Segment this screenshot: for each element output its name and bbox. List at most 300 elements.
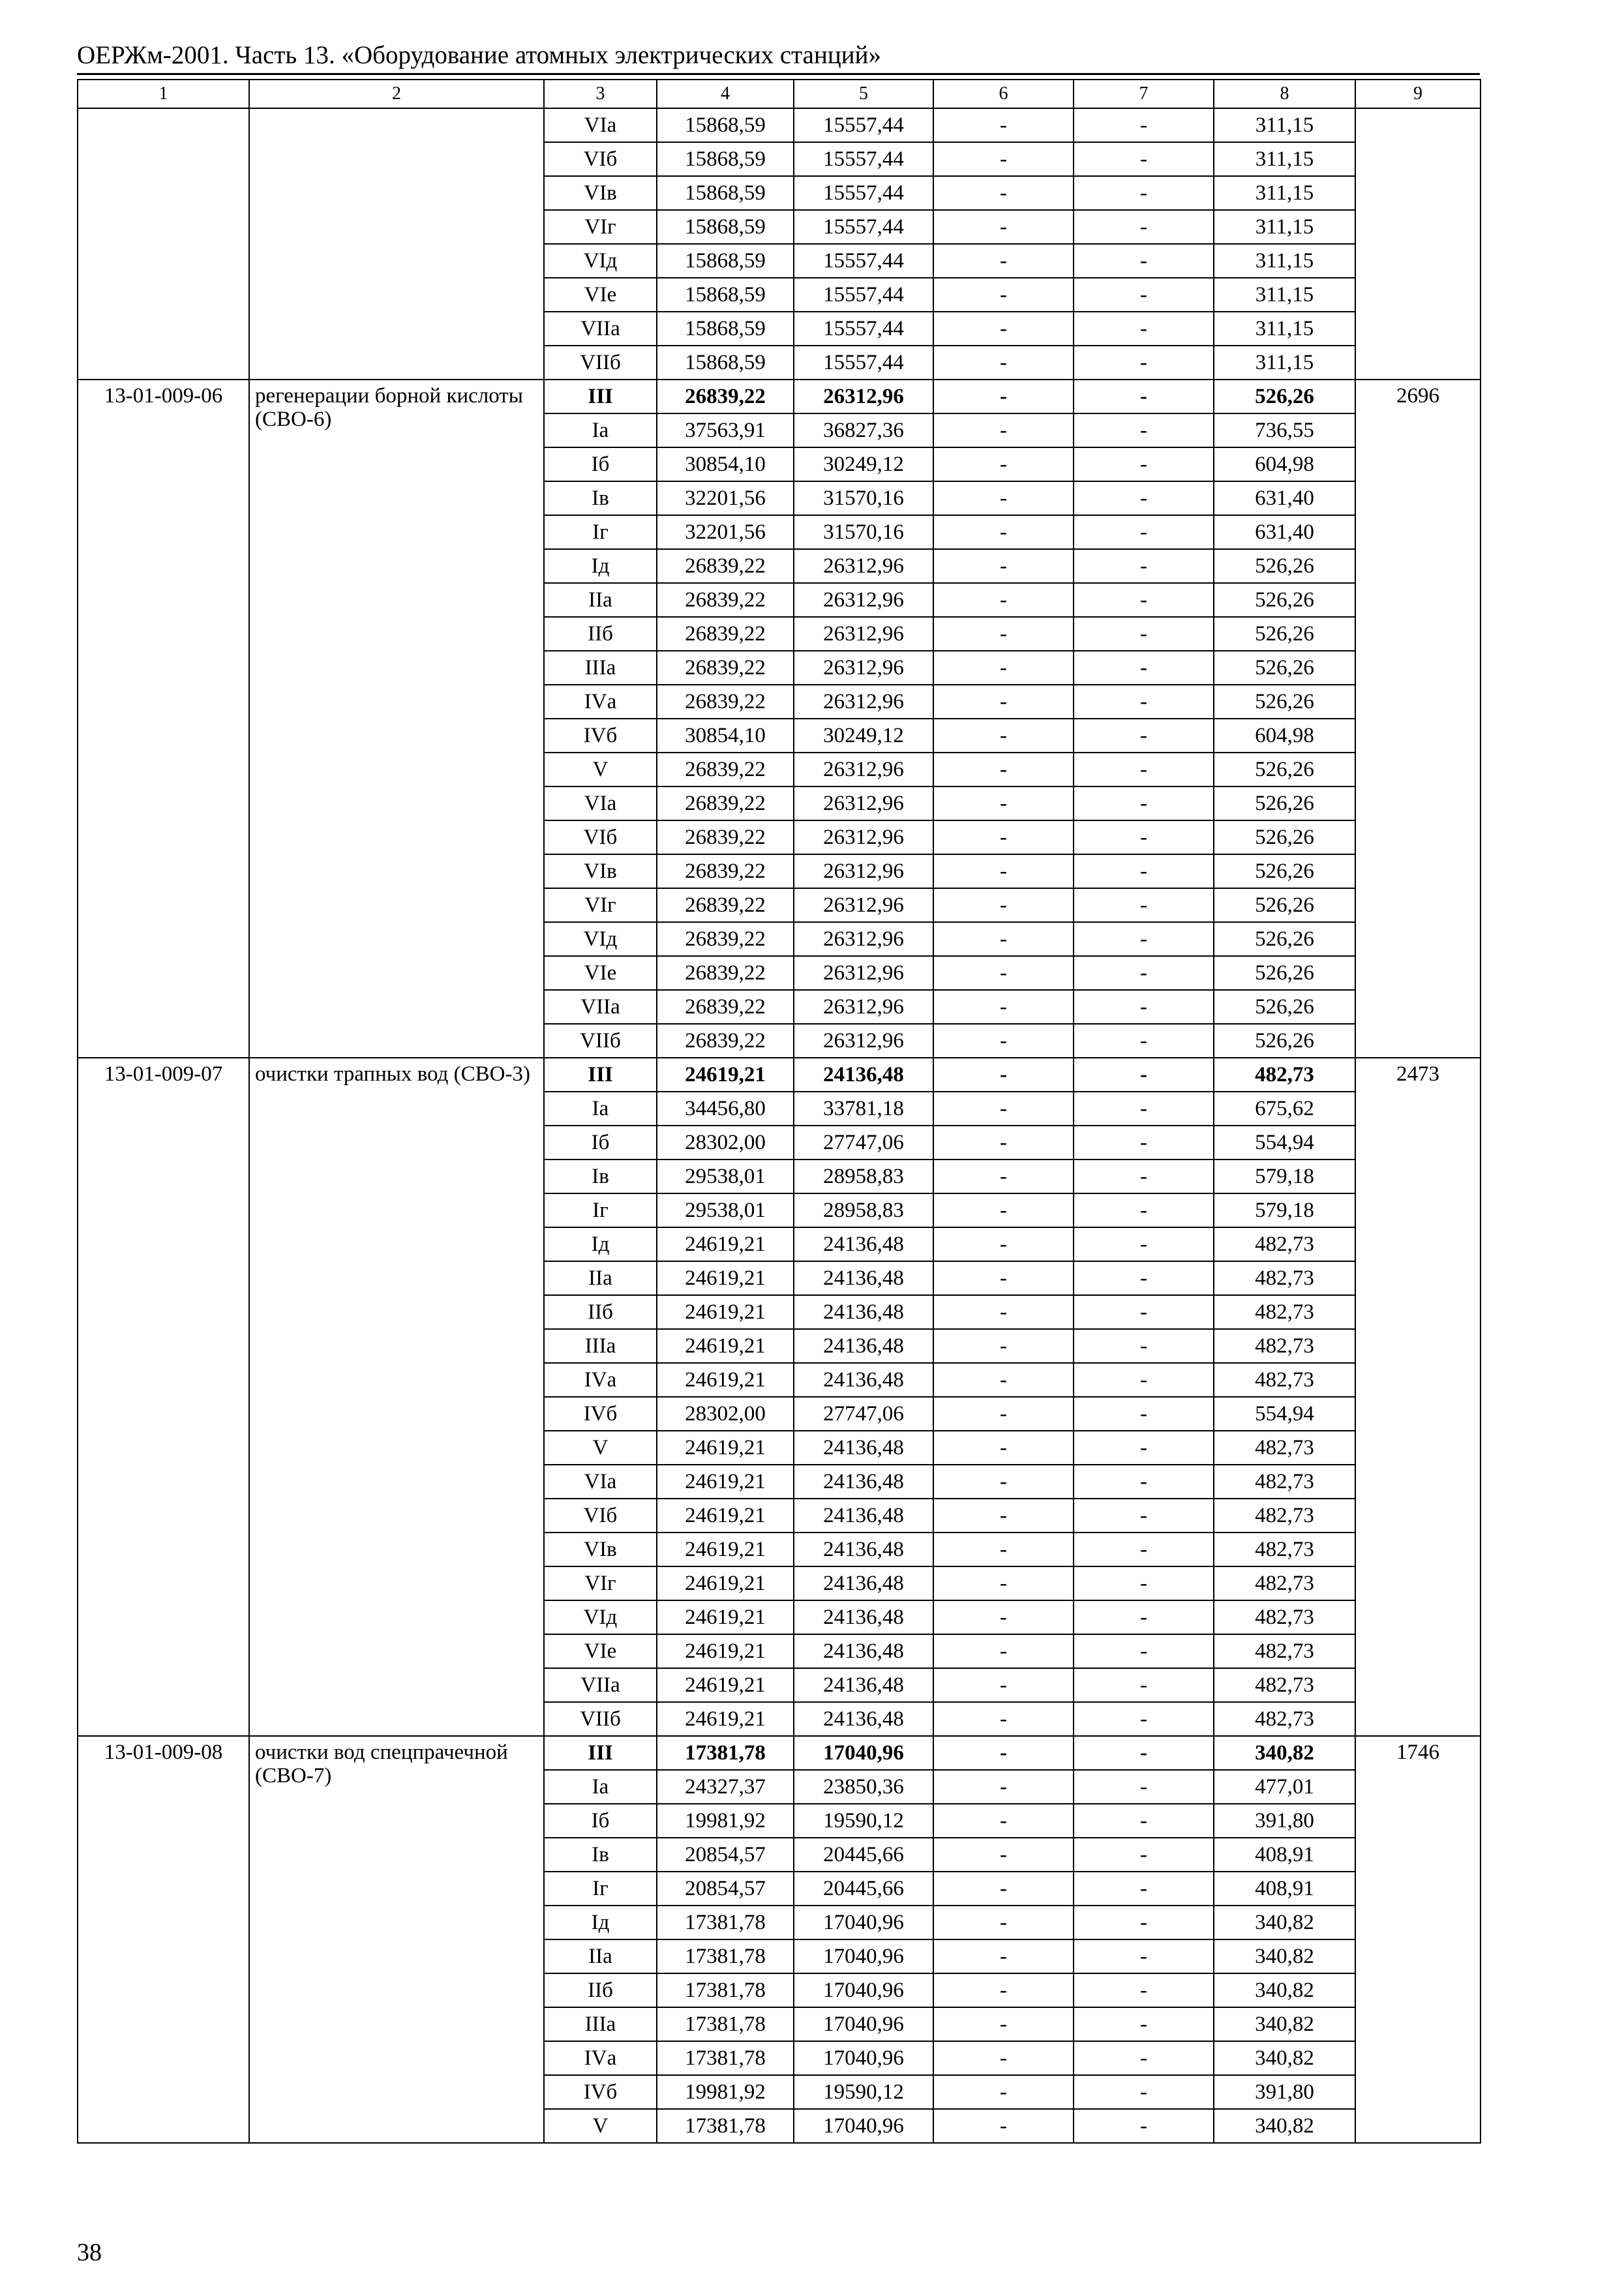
value-col6: - bbox=[933, 244, 1074, 278]
value-col8: 579,18 bbox=[1214, 1193, 1355, 1227]
column-number: 7 bbox=[1074, 80, 1214, 108]
value-col6: - bbox=[933, 1465, 1074, 1499]
value-col4: 30854,10 bbox=[657, 447, 794, 481]
value-col4: 17381,78 bbox=[657, 2041, 794, 2075]
value-col8: 311,15 bbox=[1214, 346, 1355, 380]
value-col6: - bbox=[933, 278, 1074, 312]
value-col5: 15557,44 bbox=[794, 346, 933, 380]
value-col6: - bbox=[933, 888, 1074, 922]
value-col7: - bbox=[1074, 990, 1214, 1024]
value-col4: 17381,78 bbox=[657, 1906, 794, 1939]
page-number: 38 bbox=[77, 2239, 102, 2266]
zone-cell: VIе bbox=[544, 1634, 657, 1668]
value-col7: - bbox=[1074, 685, 1214, 719]
value-col5: 17040,96 bbox=[794, 2007, 933, 2041]
zone-cell: VIIа bbox=[544, 1668, 657, 1702]
value-col6: - bbox=[933, 2041, 1074, 2075]
value-col5: 24136,48 bbox=[794, 1499, 933, 1533]
value-col6: - bbox=[933, 1736, 1074, 1770]
zone-cell: IIа bbox=[544, 1261, 657, 1295]
zone-cell: III bbox=[544, 380, 657, 413]
zone-cell: VIд bbox=[544, 922, 657, 956]
zone-cell: VIе bbox=[544, 278, 657, 312]
value-col4: 26839,22 bbox=[657, 1024, 794, 1058]
column-number: 4 bbox=[657, 80, 794, 108]
value-col4: 28302,00 bbox=[657, 1397, 794, 1431]
col9-value: 2473 bbox=[1355, 1058, 1481, 1736]
value-col8: 391,80 bbox=[1214, 1804, 1355, 1838]
value-col7: - bbox=[1074, 2075, 1214, 2109]
value-col5: 24136,48 bbox=[794, 1058, 933, 1092]
value-col4: 26839,22 bbox=[657, 922, 794, 956]
zone-cell: Iв bbox=[544, 1159, 657, 1193]
item-title bbox=[249, 108, 544, 380]
value-col5: 26312,96 bbox=[794, 820, 933, 854]
value-col5: 27747,06 bbox=[794, 1126, 933, 1159]
value-col5: 24136,48 bbox=[794, 1600, 933, 1634]
value-col6: - bbox=[933, 583, 1074, 617]
value-col4: 26839,22 bbox=[657, 786, 794, 820]
value-col4: 26839,22 bbox=[657, 753, 794, 786]
value-col4: 17381,78 bbox=[657, 1736, 794, 1770]
value-col7: - bbox=[1074, 1363, 1214, 1397]
zone-cell: IIIа bbox=[544, 1329, 657, 1363]
value-col8: 579,18 bbox=[1214, 1159, 1355, 1193]
value-col4: 26839,22 bbox=[657, 651, 794, 685]
value-col5: 15557,44 bbox=[794, 312, 933, 346]
zone-cell: VIв bbox=[544, 1533, 657, 1566]
zone-cell: IVа bbox=[544, 685, 657, 719]
value-col4: 15868,59 bbox=[657, 176, 794, 210]
zone-cell: IIа bbox=[544, 1939, 657, 1973]
zone-cell: IIа bbox=[544, 583, 657, 617]
value-col8: 482,73 bbox=[1214, 1499, 1355, 1533]
value-col8: 482,73 bbox=[1214, 1702, 1355, 1736]
value-col4: 26839,22 bbox=[657, 888, 794, 922]
value-col4: 26839,22 bbox=[657, 380, 794, 413]
value-col6: - bbox=[933, 753, 1074, 786]
value-col5: 30249,12 bbox=[794, 447, 933, 481]
zone-cell: Iг bbox=[544, 515, 657, 549]
zone-cell: Iг bbox=[544, 1872, 657, 1906]
zone-cell: IIб bbox=[544, 1295, 657, 1329]
item-title: регенерации борной кислоты (СВО-6) bbox=[249, 380, 544, 1058]
column-number: 1 bbox=[78, 80, 249, 108]
value-col8: 526,26 bbox=[1214, 1024, 1355, 1058]
value-col6: - bbox=[933, 1159, 1074, 1193]
value-col6: - bbox=[933, 2075, 1074, 2109]
value-col5: 24136,48 bbox=[794, 1261, 933, 1295]
value-col8: 526,26 bbox=[1214, 786, 1355, 820]
value-col7: - bbox=[1074, 1193, 1214, 1227]
zone-cell: VIIа bbox=[544, 312, 657, 346]
value-col5: 17040,96 bbox=[794, 1939, 933, 1973]
value-col7: - bbox=[1074, 956, 1214, 990]
value-col6: - bbox=[933, 1600, 1074, 1634]
value-col7: - bbox=[1074, 515, 1214, 549]
value-col7: - bbox=[1074, 1973, 1214, 2007]
column-number: 8 bbox=[1214, 80, 1355, 108]
value-col4: 26839,22 bbox=[657, 990, 794, 1024]
value-col5: 20445,66 bbox=[794, 1872, 933, 1906]
column-number: 5 bbox=[794, 80, 933, 108]
value-col8: 482,73 bbox=[1214, 1465, 1355, 1499]
value-col6: - bbox=[933, 1295, 1074, 1329]
value-col6: - bbox=[933, 413, 1074, 447]
value-col8: 340,82 bbox=[1214, 1939, 1355, 1973]
value-col7: - bbox=[1074, 1024, 1214, 1058]
value-col7: - bbox=[1074, 1499, 1214, 1533]
value-col5: 24136,48 bbox=[794, 1465, 933, 1499]
value-col5: 24136,48 bbox=[794, 1227, 933, 1261]
value-col7: - bbox=[1074, 380, 1214, 413]
zone-cell: Iб bbox=[544, 1126, 657, 1159]
value-col5: 26312,96 bbox=[794, 685, 933, 719]
value-col4: 15868,59 bbox=[657, 346, 794, 380]
value-col5: 26312,96 bbox=[794, 617, 933, 651]
item-code: 13-01-009-06 bbox=[78, 380, 249, 1058]
zone-cell: Iа bbox=[544, 413, 657, 447]
value-col4: 28302,00 bbox=[657, 1126, 794, 1159]
column-number: 2 bbox=[249, 80, 544, 108]
value-col6: - bbox=[933, 1533, 1074, 1566]
value-col6: - bbox=[933, 1092, 1074, 1126]
value-col4: 26839,22 bbox=[657, 854, 794, 888]
zone-cell: IIIа bbox=[544, 2007, 657, 2041]
value-col7: - bbox=[1074, 820, 1214, 854]
value-col4: 26839,22 bbox=[657, 549, 794, 583]
value-col7: - bbox=[1074, 108, 1214, 142]
value-col5: 17040,96 bbox=[794, 1973, 933, 2007]
value-col4: 24327,37 bbox=[657, 1770, 794, 1804]
value-col7: - bbox=[1074, 1634, 1214, 1668]
zone-cell: VIг bbox=[544, 210, 657, 244]
value-col5: 33781,18 bbox=[794, 1092, 933, 1126]
zone-cell: VIв bbox=[544, 854, 657, 888]
value-col7: - bbox=[1074, 651, 1214, 685]
value-col5: 19590,12 bbox=[794, 2075, 933, 2109]
value-col6: - bbox=[933, 447, 1074, 481]
value-col6: - bbox=[933, 210, 1074, 244]
value-col8: 526,26 bbox=[1214, 380, 1355, 413]
value-col7: - bbox=[1074, 2041, 1214, 2075]
item-title: очистки трапных вод (СВО-3) bbox=[249, 1058, 544, 1736]
value-col8: 526,26 bbox=[1214, 651, 1355, 685]
value-col6: - bbox=[933, 549, 1074, 583]
value-col4: 24619,21 bbox=[657, 1261, 794, 1295]
value-col5: 24136,48 bbox=[794, 1668, 933, 1702]
value-col7: - bbox=[1074, 1906, 1214, 1939]
value-col8: 482,73 bbox=[1214, 1363, 1355, 1397]
value-col4: 20854,57 bbox=[657, 1872, 794, 1906]
value-col6: - bbox=[933, 1804, 1074, 1838]
value-col7: - bbox=[1074, 346, 1214, 380]
value-col5: 15557,44 bbox=[794, 244, 933, 278]
value-col4: 24619,21 bbox=[657, 1499, 794, 1533]
value-col7: - bbox=[1074, 1804, 1214, 1838]
value-col5: 15557,44 bbox=[794, 142, 933, 176]
zone-cell: IVа bbox=[544, 2041, 657, 2075]
value-col8: 631,40 bbox=[1214, 515, 1355, 549]
value-col5: 24136,48 bbox=[794, 1533, 933, 1566]
page-header: ОЕРЖм-2001. Часть 13. «Оборудование атомных электрических станций» bbox=[77, 41, 881, 69]
value-col4: 32201,56 bbox=[657, 515, 794, 549]
value-col8: 631,40 bbox=[1214, 481, 1355, 515]
zone-cell: IIб bbox=[544, 1973, 657, 2007]
value-col4: 26839,22 bbox=[657, 617, 794, 651]
value-col7: - bbox=[1074, 1295, 1214, 1329]
value-col6: - bbox=[933, 346, 1074, 380]
value-col4: 24619,21 bbox=[657, 1668, 794, 1702]
value-col4: 32201,56 bbox=[657, 481, 794, 515]
col9-value: 1746 bbox=[1355, 1736, 1481, 2143]
value-col6: - bbox=[933, 1499, 1074, 1533]
value-col7: - bbox=[1074, 786, 1214, 820]
value-col7: - bbox=[1074, 1397, 1214, 1431]
value-col6: - bbox=[933, 617, 1074, 651]
value-col4: 24619,21 bbox=[657, 1702, 794, 1736]
value-col6: - bbox=[933, 312, 1074, 346]
value-col8: 311,15 bbox=[1214, 210, 1355, 244]
value-col6: - bbox=[933, 651, 1074, 685]
value-col7: - bbox=[1074, 549, 1214, 583]
value-col8: 482,73 bbox=[1214, 1668, 1355, 1702]
value-col8: 408,91 bbox=[1214, 1838, 1355, 1872]
value-col6: - bbox=[933, 1634, 1074, 1668]
zone-cell: Iд bbox=[544, 549, 657, 583]
value-col5: 17040,96 bbox=[794, 2109, 933, 2143]
value-col7: - bbox=[1074, 1126, 1214, 1159]
value-col6: - bbox=[933, 1193, 1074, 1227]
value-col5: 24136,48 bbox=[794, 1329, 933, 1363]
value-col6: - bbox=[933, 685, 1074, 719]
value-col5: 31570,16 bbox=[794, 515, 933, 549]
zone-cell: III bbox=[544, 1058, 657, 1092]
zone-cell: VIIб bbox=[544, 1024, 657, 1058]
value-col8: 311,15 bbox=[1214, 176, 1355, 210]
value-col8: 340,82 bbox=[1214, 1906, 1355, 1939]
zone-cell: VIа bbox=[544, 786, 657, 820]
value-col5: 17040,96 bbox=[794, 1736, 933, 1770]
value-col8: 526,26 bbox=[1214, 956, 1355, 990]
value-col8: 482,73 bbox=[1214, 1058, 1355, 1092]
value-col8: 311,15 bbox=[1214, 312, 1355, 346]
value-col5: 24136,48 bbox=[794, 1363, 933, 1397]
value-col4: 17381,78 bbox=[657, 2109, 794, 2143]
zone-cell: IVб bbox=[544, 719, 657, 753]
value-col7: - bbox=[1074, 753, 1214, 786]
value-col8: 526,26 bbox=[1214, 888, 1355, 922]
value-col4: 24619,21 bbox=[657, 1227, 794, 1261]
value-col4: 15868,59 bbox=[657, 142, 794, 176]
value-col4: 29538,01 bbox=[657, 1193, 794, 1227]
value-col8: 408,91 bbox=[1214, 1872, 1355, 1906]
value-col8: 526,26 bbox=[1214, 685, 1355, 719]
value-col5: 20445,66 bbox=[794, 1838, 933, 1872]
zone-cell: VIб bbox=[544, 142, 657, 176]
value-col8: 340,82 bbox=[1214, 2109, 1355, 2143]
value-col7: - bbox=[1074, 1736, 1214, 1770]
value-col4: 24619,21 bbox=[657, 1295, 794, 1329]
value-col6: - bbox=[933, 1058, 1074, 1092]
item-code: 13-01-009-08 bbox=[78, 1736, 249, 2143]
value-col5: 15557,44 bbox=[794, 176, 933, 210]
value-col8: 526,26 bbox=[1214, 753, 1355, 786]
value-col4: 24619,21 bbox=[657, 1634, 794, 1668]
value-col7: - bbox=[1074, 1431, 1214, 1465]
value-col8: 675,62 bbox=[1214, 1092, 1355, 1126]
value-col7: - bbox=[1074, 719, 1214, 753]
value-col4: 17381,78 bbox=[657, 1973, 794, 2007]
value-col5: 23850,36 bbox=[794, 1770, 933, 1804]
zone-cell: VIг bbox=[544, 888, 657, 922]
zone-cell: V bbox=[544, 753, 657, 786]
value-col4: 26839,22 bbox=[657, 583, 794, 617]
value-col5: 24136,48 bbox=[794, 1295, 933, 1329]
value-col8: 526,26 bbox=[1214, 549, 1355, 583]
value-col4: 19981,92 bbox=[657, 1804, 794, 1838]
value-col4: 17381,78 bbox=[657, 2007, 794, 2041]
zone-cell: Iа bbox=[544, 1770, 657, 1804]
zone-cell: VIа bbox=[544, 108, 657, 142]
value-col8: 526,26 bbox=[1214, 854, 1355, 888]
value-col7: - bbox=[1074, 210, 1214, 244]
value-col4: 26839,22 bbox=[657, 820, 794, 854]
value-col5: 31570,16 bbox=[794, 481, 933, 515]
value-col5: 26312,96 bbox=[794, 1024, 933, 1058]
value-col5: 19590,12 bbox=[794, 1804, 933, 1838]
value-col7: - bbox=[1074, 278, 1214, 312]
value-col8: 554,94 bbox=[1214, 1397, 1355, 1431]
zone-cell: VIе bbox=[544, 956, 657, 990]
value-col5: 17040,96 bbox=[794, 2041, 933, 2075]
value-col7: - bbox=[1074, 142, 1214, 176]
value-col8: 311,15 bbox=[1214, 142, 1355, 176]
value-col8: 340,82 bbox=[1214, 2041, 1355, 2075]
value-col5: 24136,48 bbox=[794, 1566, 933, 1600]
zone-cell: IVб bbox=[544, 1397, 657, 1431]
value-col8: 477,01 bbox=[1214, 1770, 1355, 1804]
zone-cell: VIIа bbox=[544, 990, 657, 1024]
value-col6: - bbox=[933, 1838, 1074, 1872]
value-col4: 24619,21 bbox=[657, 1329, 794, 1363]
value-col4: 17381,78 bbox=[657, 1939, 794, 1973]
value-col6: - bbox=[933, 990, 1074, 1024]
value-col5: 26312,96 bbox=[794, 990, 933, 1024]
zone-cell: IVб bbox=[544, 2075, 657, 2109]
value-col8: 482,73 bbox=[1214, 1533, 1355, 1566]
value-col7: - bbox=[1074, 312, 1214, 346]
value-col7: - bbox=[1074, 1159, 1214, 1193]
value-col6: - bbox=[933, 380, 1074, 413]
value-col7: - bbox=[1074, 1702, 1214, 1736]
value-col6: - bbox=[933, 854, 1074, 888]
value-col5: 28958,83 bbox=[794, 1159, 933, 1193]
value-col4: 30854,10 bbox=[657, 719, 794, 753]
value-col8: 340,82 bbox=[1214, 1973, 1355, 2007]
value-col6: - bbox=[933, 176, 1074, 210]
value-col4: 26839,22 bbox=[657, 956, 794, 990]
value-col4: 15868,59 bbox=[657, 108, 794, 142]
value-col7: - bbox=[1074, 2007, 1214, 2041]
value-col5: 26312,96 bbox=[794, 854, 933, 888]
zone-cell: VIв bbox=[544, 176, 657, 210]
zone-cell: VIд bbox=[544, 244, 657, 278]
value-col8: 554,94 bbox=[1214, 1126, 1355, 1159]
value-col6: - bbox=[933, 1872, 1074, 1906]
value-col7: - bbox=[1074, 888, 1214, 922]
price-table bbox=[77, 79, 1481, 2144]
value-col8: 604,98 bbox=[1214, 447, 1355, 481]
value-col8: 340,82 bbox=[1214, 2007, 1355, 2041]
value-col8: 482,73 bbox=[1214, 1634, 1355, 1668]
value-col6: - bbox=[933, 2109, 1074, 2143]
value-col7: - bbox=[1074, 583, 1214, 617]
value-col5: 15557,44 bbox=[794, 108, 933, 142]
value-col8: 340,82 bbox=[1214, 1736, 1355, 1770]
value-col4: 19981,92 bbox=[657, 2075, 794, 2109]
value-col8: 311,15 bbox=[1214, 108, 1355, 142]
value-col4: 24619,21 bbox=[657, 1363, 794, 1397]
value-col5: 26312,96 bbox=[794, 753, 933, 786]
value-col4: 24619,21 bbox=[657, 1058, 794, 1092]
value-col7: - bbox=[1074, 1329, 1214, 1363]
header-rule bbox=[77, 73, 1480, 75]
zone-cell: VIб bbox=[544, 820, 657, 854]
value-col6: - bbox=[933, 1973, 1074, 2007]
zone-cell: III bbox=[544, 1736, 657, 1770]
col9-value bbox=[1355, 108, 1481, 380]
value-col7: - bbox=[1074, 1939, 1214, 1973]
value-col5: 27747,06 bbox=[794, 1397, 933, 1431]
table-row bbox=[78, 1058, 1481, 1092]
value-col7: - bbox=[1074, 1533, 1214, 1566]
value-col6: - bbox=[933, 1939, 1074, 1973]
column-number: 6 bbox=[933, 80, 1074, 108]
item-code: 13-01-009-07 bbox=[78, 1058, 249, 1736]
value-col7: - bbox=[1074, 1227, 1214, 1261]
value-col4: 26839,22 bbox=[657, 685, 794, 719]
value-col8: 391,80 bbox=[1214, 2075, 1355, 2109]
zone-cell: Iд bbox=[544, 1906, 657, 1939]
value-col6: - bbox=[933, 1906, 1074, 1939]
value-col5: 26312,96 bbox=[794, 888, 933, 922]
value-col5: 24136,48 bbox=[794, 1702, 933, 1736]
value-col6: - bbox=[933, 1770, 1074, 1804]
zone-cell: VIа bbox=[544, 1465, 657, 1499]
zone-cell: IIIа bbox=[544, 651, 657, 685]
value-col6: - bbox=[933, 1126, 1074, 1159]
value-col8: 482,73 bbox=[1214, 1600, 1355, 1634]
value-col6: - bbox=[933, 1702, 1074, 1736]
value-col5: 26312,96 bbox=[794, 922, 933, 956]
zone-cell: VIг bbox=[544, 1566, 657, 1600]
value-col4: 24619,21 bbox=[657, 1566, 794, 1600]
value-col5: 17040,96 bbox=[794, 1906, 933, 1939]
value-col4: 15868,59 bbox=[657, 312, 794, 346]
value-col8: 311,15 bbox=[1214, 244, 1355, 278]
zone-cell: IVа bbox=[544, 1363, 657, 1397]
value-col7: - bbox=[1074, 1261, 1214, 1295]
zone-cell: V bbox=[544, 2109, 657, 2143]
column-number-row bbox=[78, 80, 1481, 108]
value-col8: 736,55 bbox=[1214, 413, 1355, 447]
zone-cell: VIб bbox=[544, 1499, 657, 1533]
value-col7: - bbox=[1074, 1872, 1214, 1906]
zone-cell: VIд bbox=[544, 1600, 657, 1634]
value-col5: 26312,96 bbox=[794, 786, 933, 820]
zone-cell: V bbox=[544, 1431, 657, 1465]
